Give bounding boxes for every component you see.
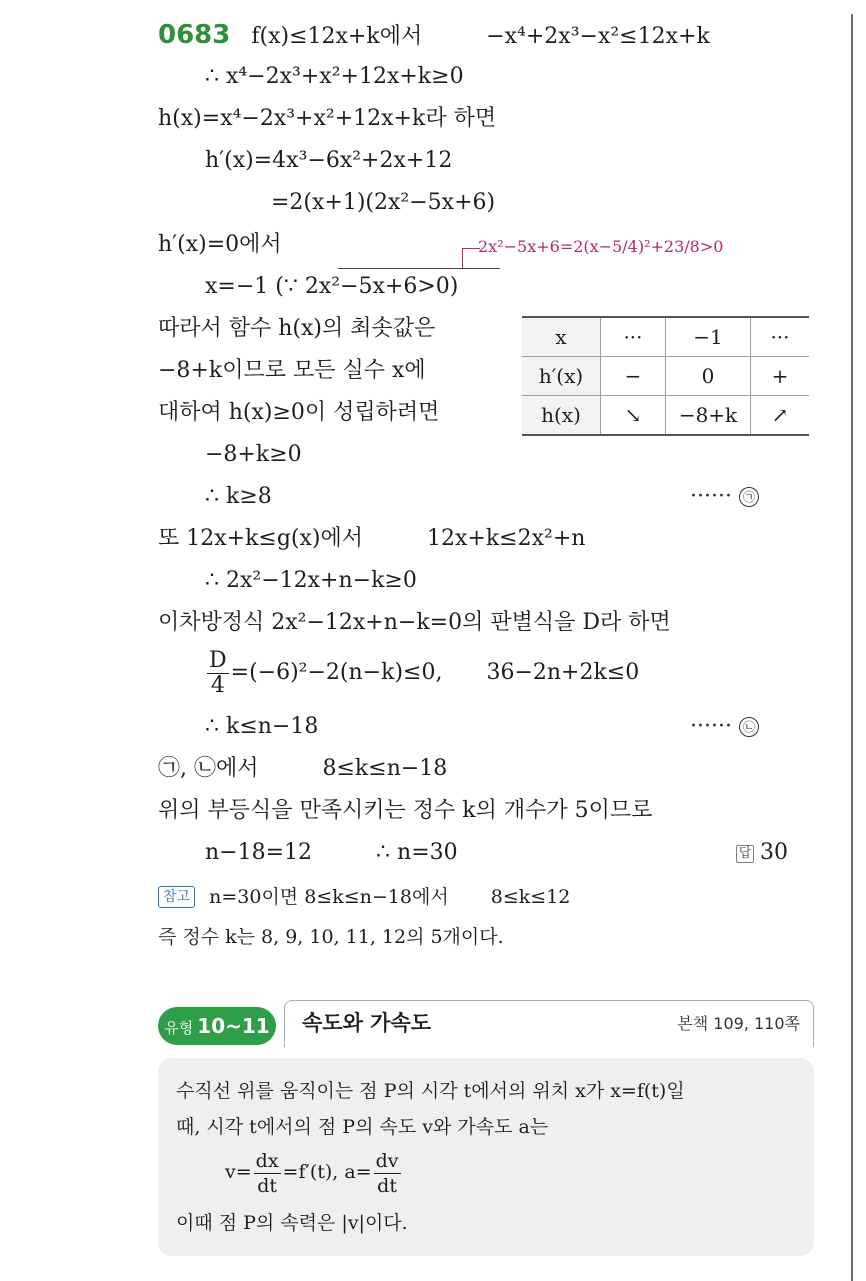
table-cell: −8+k [666,396,751,436]
problem-line-16a: =(−6)²−2(n−k)≤0, [230,660,443,685]
problem-line-9: −8+k이므로 모든 실수 x에 [158,358,426,383]
table-cell: h′(x) [522,357,601,396]
problem-line-13 [158,524,585,554]
table-cell: h(x) [522,396,601,436]
fraction-denominator: 4 [210,672,225,698]
sign-table [522,316,809,436]
problem-line-16b: 36−2n+2k≤0 [486,660,640,685]
note-tag: 참고 [158,886,195,908]
marker-1-dots: ······ [690,484,732,509]
page-right-rule [851,14,853,1281]
note-line-1 [158,882,570,912]
problem-line-15: 이차방정식 2x²−12x+n−k=0의 판별식을 D라 하면 [158,610,671,635]
type-title: 속도와 가속도 [302,1011,432,1035]
problem-line-20a: n−18=12 [205,840,313,865]
problem-line-18a: ㉠, ㉡에서 [158,756,259,781]
problem-line-1b: −x⁴+2x³−x²≤12x+k [486,24,710,49]
formula-v-post: =f′(t), a= [282,1161,372,1183]
table-cell: x [522,317,601,357]
problem-line-19: 위의 부등식을 만족시키는 정수 k의 개수가 5이므로 [158,798,653,823]
formula-v-pre: v= [225,1161,252,1183]
problem-line-13b: 12x+k≤2x²+n [427,526,586,551]
concept-line-4: 이때 점 P의 속력은 |v|이다. [176,1212,408,1234]
problem-line-12: ∴ k≥8 [205,484,272,509]
table-row [522,396,809,436]
problem-number: 0683 [158,20,231,50]
type-badge [158,1007,276,1045]
problem-line-7a: x=−1 (∵ [205,274,305,299]
marker-2 [690,712,759,742]
type-badge-range: 10~11 [197,1014,270,1038]
table-cell: ··· [751,317,810,357]
problem-line-6: h′(x)=0에서 [158,232,282,257]
problem-line-2: ∴ x⁴−2x³+x²+12x+k≥0 [205,64,464,89]
table-cell: 0 [666,357,751,396]
fraction-denominator: dt [257,1174,277,1197]
problem-line-20 [205,838,458,868]
marker-2-symbol: ㉡ [739,717,759,737]
fraction-numerator: D [209,647,227,673]
marker-2-dots: ······ [690,714,732,739]
type-badge-label: 유형 [164,1019,194,1037]
table-cell: −1 [666,317,751,357]
problem-line-18 [158,754,447,784]
marker-1-symbol: ㉠ [739,487,759,507]
problem-line-18b: 8≤k≤n−18 [322,756,448,781]
problem-line-20b: ∴ n=30 [376,840,458,865]
problem-line-3: h(x)=x⁴−2x³+x²+12x+k라 하면 [158,106,497,131]
fraction-numerator: dx [255,1149,279,1172]
problem-line-10: 대하여 h(x)≥0이 성립하려면 [158,400,440,425]
formula-a-fraction [374,1149,401,1198]
problem-line-7 [205,272,458,302]
formula-v-fraction [254,1149,281,1198]
problem-line-1 [158,20,710,52]
annotation-underline [338,268,500,269]
type-book-reference: 본책 109, 110쪽 [677,1014,800,1033]
annotation-bracket-stem [462,248,463,268]
note-line-1a: n=30이면 8≤k≤n−18에서 [209,886,449,908]
fraction-denominator: dt [377,1174,397,1197]
problem-line-17: ∴ k≤n−18 [205,714,319,739]
problem-line-11: −8+k≥0 [205,442,302,467]
problem-line-5: =2(x+1)(2x²−5x+6) [271,190,496,215]
problem-line-14: ∴ 2x²−12x+n−k≥0 [205,568,417,593]
marker-1 [690,482,759,512]
problem-line-7b: 2x²−5x+6>0) [304,274,459,299]
answer-value: 30 [760,840,788,865]
increase-arrow-icon: ↗ [751,396,810,436]
table-row [522,317,809,357]
answer-label-icon: 답 [736,845,754,863]
decrease-arrow-icon: ↘ [601,396,666,436]
discriminant-fraction [207,649,229,698]
problem-line-1a: f(x)≤12x+k에서 [251,24,423,49]
problem-line-13a: 또 12x+k≤g(x)에서 [158,526,364,551]
note-line-1b: 8≤k≤12 [490,886,571,908]
problem-line-4: h′(x)=4x³−6x²+2x+12 [205,148,453,173]
table-cell: ··· [601,317,666,357]
table-row [522,357,809,396]
fraction-numerator: dv [375,1149,399,1172]
note-line-2: 즉 정수 k는 8, 9, 10, 11, 12의 5개이다. [158,926,504,948]
problem-line-16 [205,648,639,698]
table-cell: − [601,357,666,396]
concept-formula [225,1146,403,1198]
annotation-note: 2x²−5x+6=2(x−5/4)²+23/8>0 [478,237,724,256]
table-cell: + [751,357,810,396]
problem-line-8: 따라서 함수 h(x)의 최솟값은 [158,316,436,341]
concept-line-1: 수직선 위를 움직이는 점 P의 시각 t에서의 위치 x가 x=f(t)일 [176,1080,685,1102]
concept-line-2: 때, 시각 t에서의 점 P의 속도 v와 가속도 a는 [176,1116,549,1138]
answer [736,838,788,868]
